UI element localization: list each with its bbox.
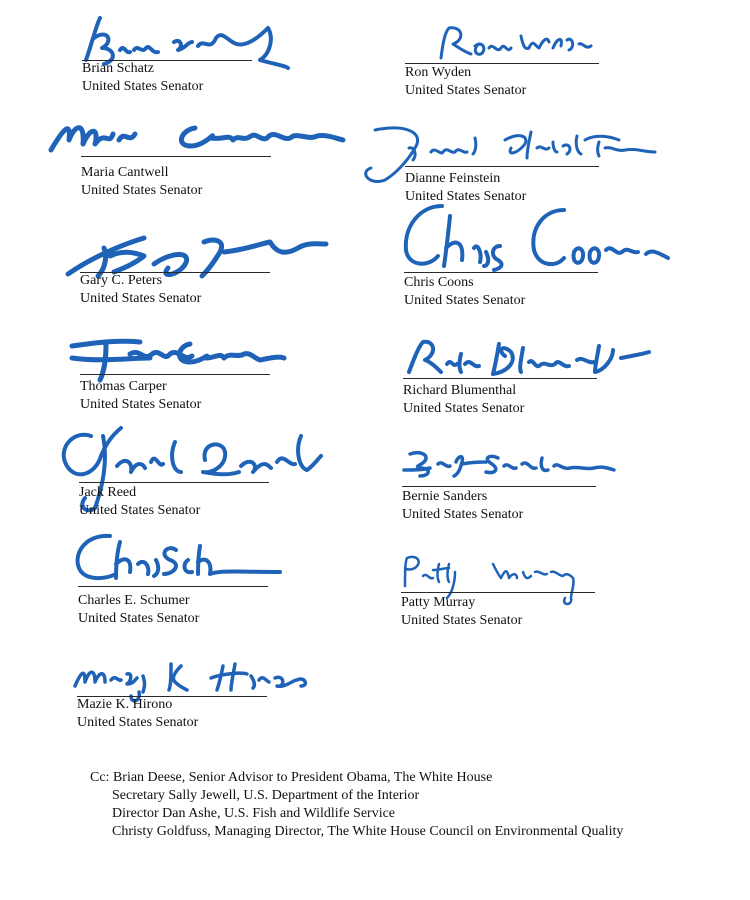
signatory-title: United States Senator bbox=[405, 83, 527, 98]
cc-list bbox=[90, 769, 623, 841]
signatory-name: Bernie Sanders bbox=[402, 489, 488, 504]
signature-jack-reed bbox=[55, 416, 355, 516]
signatory-name: Chris Coons bbox=[404, 275, 474, 290]
signatory-name: Gary C. Peters bbox=[80, 273, 163, 288]
signature-dianne-feinstein bbox=[355, 118, 655, 198]
signatory-name: Patty Murray bbox=[401, 595, 476, 610]
signatory-name: Charles E. Schumer bbox=[78, 593, 190, 608]
signatory-name: Jack Reed bbox=[79, 485, 137, 500]
signatory-title: United States Senator bbox=[79, 503, 201, 518]
signatory-title: United States Senator bbox=[402, 507, 524, 522]
signatory-name: Mazie K. Hirono bbox=[77, 697, 173, 712]
cc-line: Secretary Sally Jewell, U.S. Department of the Interior bbox=[112, 788, 420, 803]
signatory-name: Thomas Carper bbox=[80, 379, 167, 394]
signatory-title: United States Senator bbox=[82, 79, 204, 94]
signatory-title: United States Senator bbox=[81, 183, 203, 198]
signatory-name: Brian Schatz bbox=[82, 61, 154, 76]
signature-ron-wyden bbox=[435, 18, 735, 88]
signature-line bbox=[80, 374, 270, 375]
signatory-name: Dianne Feinstein bbox=[405, 171, 501, 186]
signatory-name: Richard Blumenthal bbox=[403, 383, 517, 398]
signature-line bbox=[78, 586, 268, 587]
signatory-title: United States Senator bbox=[78, 611, 200, 626]
signature-line bbox=[404, 272, 598, 273]
signature-line bbox=[79, 482, 269, 483]
signature-line bbox=[81, 156, 271, 157]
signature-line bbox=[403, 378, 597, 379]
signatory-title: United States Senator bbox=[401, 613, 523, 628]
signatory-title: United States Senator bbox=[405, 189, 527, 204]
signatory-name: Maria Cantwell bbox=[81, 165, 169, 180]
signature-line bbox=[402, 486, 596, 487]
signature-line bbox=[405, 166, 599, 167]
signatory-title: United States Senator bbox=[403, 401, 525, 416]
signatory-title: United States Senator bbox=[80, 291, 202, 306]
signatory-title: United States Senator bbox=[77, 715, 199, 730]
signature-line bbox=[401, 592, 595, 593]
cc-line: Cc: Brian Deese, Senior Advisor to President Obama, The White House bbox=[90, 770, 493, 785]
signature-charles-schumer bbox=[70, 530, 370, 600]
signatory-title: United States Senator bbox=[80, 397, 202, 412]
signatory-name: Ron Wyden bbox=[405, 65, 472, 80]
signatory-title: United States Senator bbox=[404, 293, 526, 308]
cc-line: Director Dan Ashe, U.S. Fish and Wildlife Service bbox=[112, 806, 396, 821]
cc-line: Christy Goldfuss, Managing Director, The White House Council on Environmental Quality bbox=[112, 824, 624, 839]
